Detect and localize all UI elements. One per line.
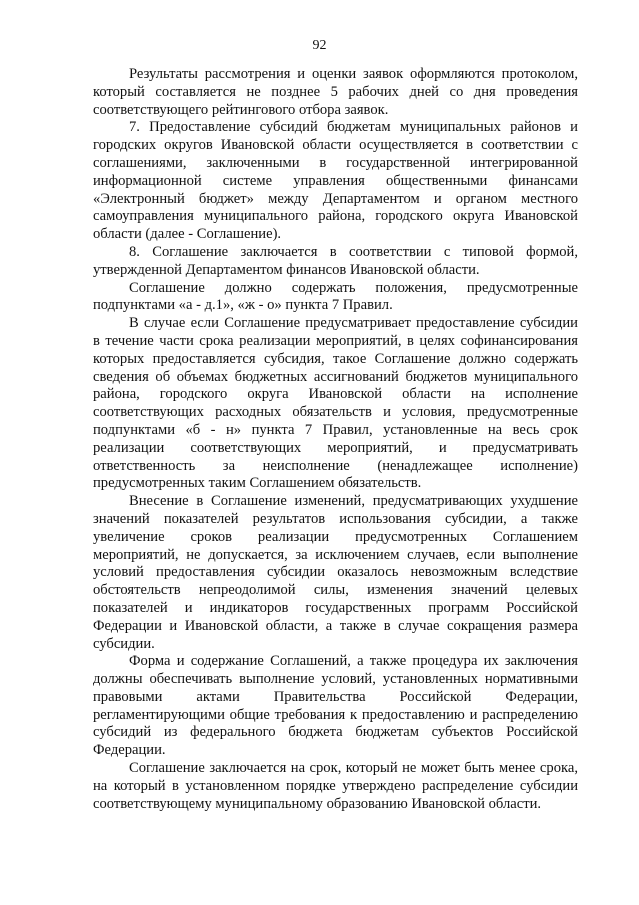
paragraph-item-8: 8. Соглашение заключается в соответствии с типовой формой, утвержденной Департаментом финансов Ивановской области. (93, 243, 578, 278)
paragraph-agreement-provisions: Соглашение должно содержать положения, предусмотренные подпунктами «а - д.1», «ж - о» пункта 7 Правил. (93, 279, 578, 314)
page-number: 92 (312, 38, 327, 53)
paragraph-agreement-term: Соглашение заключается на срок, который не может быть менее срока, на который в установленном порядке утверждено распределение субсидии соответствующему муниципальному образованию Ивановской области. (93, 760, 578, 812)
paragraph-item-7: 7. Предоставление субсидий бюджетам муниципальных районов и городских округов Ивановской области осуществляется в соответствии с соглашениями, заключенными в государственной интегрированной информационной системе управления общественными финансами «Электронный бюджет» между Департаментом и органом местного самоуправления муниципального района, городского округа Ивановской области (далее - Соглашение). (93, 119, 578, 243)
document-body (93, 66, 578, 813)
paragraph-amendments: Внесение в Соглашение изменений, предусматривающих ухудшение значений показателей результатов использования субсидии, а также увеличение сроков реализации предусмотренных Соглашением мероприятий, не допускается, за исключением случаев, если выполнение условий предоставления субсидии оказалось невозможным вследствие обстоятельств непреодолимой силы, изменения значений целевых показателей и индикаторов государственных программ Российской Федерации и Ивановской области, а также в случае сокращения размера субсидии. (93, 493, 578, 652)
paragraph-form-and-content: Форма и содержание Соглашений, а также процедура их заключения должны обеспечивать выполнение условий, установленных нормативными правовыми актами Правительства Российской Федерации, регламентирующими общие требования к предоставлению и распределению субсидий из федерального бюджета бюджетам субъектов Российской Федерации. (93, 653, 578, 759)
paragraph-partial-term: В случае если Соглашение предусматривает предоставление субсидии в течение части срока реализации мероприятий, в целях софинансирования которых предоставляется субсидия, такое Соглашение должно содержать сведения об объемах бюджетных ассигнований бюджетов муниципального района, городского округа Ивановской области на исполнение соответствующих расходных обязательств и условия, предусмотренные подпунктами «б - н» пункта 7 Правил, установленные на весь срок реализации соответствующих мероприятий, и предусматривать ответственность за неисполнение (ненадлежащее исполнение) предусмотренных таким Соглашением обязательств. (93, 315, 578, 492)
paragraph-results-protocol: Результаты рассмотрения и оценки заявок оформляются протоколом, который составляется не позднее 5 рабочих дней со дня проведения соответствующего рейтингового отбора заявок. (93, 66, 578, 118)
